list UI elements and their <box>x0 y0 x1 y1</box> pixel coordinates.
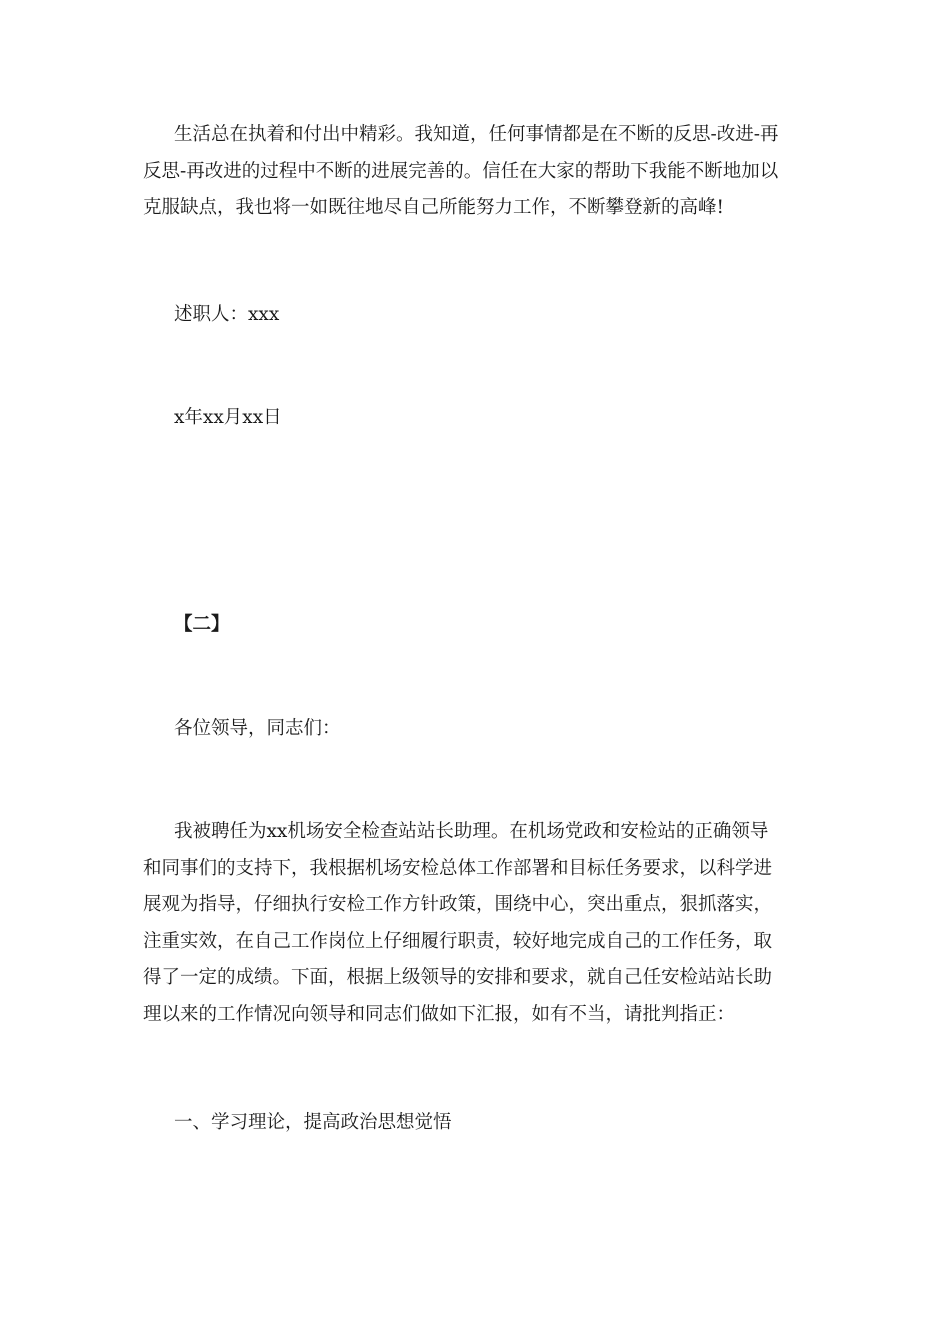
intro-paragraph <box>143 814 807 1034</box>
closing-paragraph-line-1: 生活总在执着和付出中精彩。我知道，任何事情都是在不断的反思-改进-再 <box>174 124 779 145</box>
greeting-block <box>143 711 807 748</box>
closing-paragraph <box>143 117 807 227</box>
section-marker: 【二】 <box>174 614 230 635</box>
intro-paragraph-line-3: 展观为指导，仔细执行安检工作方针政策，围绕中心，突出重点，狠抓落实， <box>143 894 773 916</box>
date-block <box>143 400 807 437</box>
closing-paragraph-line-2: 反思-再改进的过程中不断的进展完善的。信任在大家的帮助下我能不断地加以 <box>143 160 779 182</box>
intro-paragraph-line-4: 注重实效，在自己工作岗位上仔细履行职责，较好地完成自己的工作任务，取 <box>143 930 773 952</box>
signature-line: 述职人：xxx <box>174 304 280 325</box>
intro-paragraph-line-5: 得了一定的成绩。下面，根据上级领导的安排和要求，就自己任安检站站长助 <box>143 967 773 989</box>
closing-paragraph-line-3: 克服缺点，我也将一如既往地尽自己所能努力工作，不断攀登新的高峰! <box>143 197 724 219</box>
section-one-heading: 一、学习理论，提高政治思想觉悟 <box>174 1112 452 1133</box>
greeting-line: 各位领导，同志们： <box>174 718 341 739</box>
intro-paragraph-line-1: 我被聘任为xx机场安全检查站站长助理。在机场党政和安检站的正确领导 <box>174 821 769 842</box>
section-one-heading-block <box>143 1105 807 1142</box>
date-line: x年xx月xx日 <box>174 407 282 428</box>
signature-block <box>143 297 807 334</box>
intro-paragraph-line-6: 理以来的工作情况向领导和同志们做如下汇报，如有不当，请批判指正： <box>143 1003 736 1025</box>
intro-paragraph-line-2: 和同事们的支持下，我根据机场安检总体工作部署和目标任务要求，以科学进 <box>143 857 773 879</box>
